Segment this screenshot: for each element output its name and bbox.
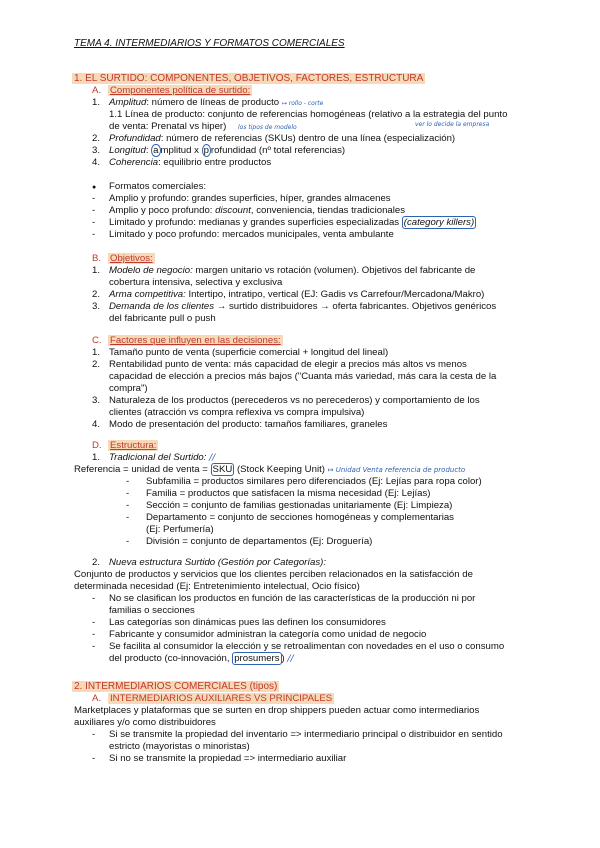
s2-item: - Si se transmite la propiedad del inventario => intermediario principal o distribuidor en sentido (92, 729, 503, 740)
structure-item: - Subfamilia = productos similares pero diferenciados (Ej: Lejías para ropa color) (126, 476, 482, 487)
subsection-d-heading: Estructura: (110, 440, 157, 451)
c-item-2: 2. Rentabilidad punto de venta: más capacidad de elegir a precios más altos vs menos (92, 359, 467, 370)
b-item-3: 3. Demanda de los clientes → surtido distribuidores → oferta fabricantes. Objetivos genéricos (92, 301, 497, 312)
handwritten-mark: // (287, 654, 294, 664)
paragraph: auxiliares y/o como distribuidores (74, 717, 216, 728)
section-2-heading: 2. INTERMEDIARIOS COMERCIALES (tipos) (74, 681, 278, 692)
category-item-cont: familias o secciones (109, 605, 195, 616)
c-item-2-cont: capacidad de elección a precios más bajos ("Cuanta más variedad, más cara la cesta de la (109, 371, 497, 382)
category-item: - Las categorías son dinámicas pues las definen los consumidores (92, 617, 386, 628)
c-item-3: 3. Naturaleza de los productos (perecederos vs no perecederos) y comportamiento de los (92, 395, 480, 406)
formato-item: - Amplio y profundo: grandes superficies, híper, grandes almacenes (92, 193, 391, 204)
subsection-d: D. Estructura: (92, 440, 157, 451)
boxed-term: (category killers) (403, 217, 475, 228)
paragraph: Marketplaces y plataformas que se surten en drop shippers pueden actuar como intermediarios (74, 705, 480, 716)
a-item-3: 3. Longitud: a mplitud x p rofundidad (nº total referencias) (92, 145, 346, 156)
b-item-3-cont: del fabricante pull o push (109, 313, 216, 324)
structure-item: - Departamento = conjunto de secciones homogéneas y complementarias (126, 512, 454, 523)
handwritten-note: ver lo decide la empresa (415, 121, 490, 128)
a-item-1: 1. Amplitud: número de líneas de producto ↦ rollo - corte (92, 97, 324, 108)
c-item-1: 1. Tamaño punto de venta (superficie comercial + longitud del lineal) (92, 347, 389, 358)
s2-subsection-a-heading: INTERMEDIARIOS AUXILIARES VS PRINCIPALES (110, 693, 333, 704)
category-item: - Fabricante y consumidor administran la categoría como unidad de negocio (92, 629, 427, 640)
referencia-line: Referencia = unidad de venta = SKU (Stock Keeping Unit) ↦ Unidad Venta referencia de producto (74, 464, 466, 475)
b-item-1: 1. Modelo de negocio: margen unitario vs rotación (volumen). Objetivos del fabricante de (92, 265, 476, 276)
a-item-1-1: 1.1 Línea de producto: conjunto de referencias homogéneas (relativo a la estrategia del punto (109, 109, 508, 120)
subsection-a (92, 85, 252, 96)
handwritten-note: ↦ Unidad Venta referencia de producto (327, 466, 466, 474)
paragraph: determinada necesidad (Ej: Entretenimiento intelectual, Ocio físico) (74, 581, 360, 592)
structure-item-cont: (Ej: Perfumería) (146, 524, 214, 535)
a-item-4: 4. Coherencia: equilibrio entre productos (92, 157, 272, 168)
circled-letter: p (203, 145, 209, 156)
structure-item: - Sección = conjunto de familias gestionadas unitariamente (Ej: Limpieza) (126, 500, 453, 511)
handwritten-note: ↦ rollo - corte (281, 100, 324, 107)
b-item-2: 2. Arma competitiva: Intertipo, intratipo, vertical (EJ: Gadis vs Carrefour/Mercadona/Makro) (92, 289, 485, 300)
subsection-b: B. Objetivos: (92, 253, 153, 264)
c-item-4: 4. Modo de presentación del producto: tamaños familiares, graneles (92, 419, 388, 430)
formatos-heading-row: ● Formatos comerciales: (92, 181, 207, 192)
category-item: - Se facilita al consumidor la elección y se retroalimentan con novedades en el uso o consumo (92, 641, 505, 652)
a-item-1-1-cont: de venta: Prenatal vs hiper) (109, 121, 227, 132)
s2-subsection-a: A. INTERMEDIARIOS AUXILIARES VS PRINCIPALES (92, 693, 333, 704)
c-item-3-cont: clientes (atracción vs compra reflexiva vs compra impulsiva) (109, 407, 365, 418)
document-title: TEMA 4. INTERMEDIARIOS Y FORMATOS COMERCIALES (74, 38, 345, 49)
boxed-term: SKU (212, 464, 233, 475)
category-item: - No se clasifican los productos en función de las características de la producción ni por (92, 593, 476, 604)
boxed-term: prosumers (234, 653, 280, 664)
structure-item: - Familia = productos que satisfacen la misma necesidad (Ej: Lejías) (126, 488, 431, 499)
subsection-c: C. Factores que influyen en las decisiones: (92, 335, 281, 346)
category-item-cont: del producto (co-innovación, prosumers ) // (109, 653, 294, 664)
circled-letter: a (153, 145, 159, 156)
paragraph: Conjunto de productos y servicios que los clientes perciben relacionados en la satisfacción de (74, 569, 473, 580)
subsection-c-heading: Factores que influyen en las decisiones: (110, 335, 281, 346)
formato-item: - Limitado y profundo: medianas y grandes superficies especializadas (category killers) (92, 217, 475, 228)
formato-item: - Amplio y poco profundo: discount, conveniencia, tiendas tradicionales (92, 205, 406, 216)
bullet-icon: ● (92, 184, 97, 191)
d-item-1: 1. Tradicional del Surtido: // (92, 452, 216, 463)
c-item-2-cont: compra") (109, 383, 148, 394)
formato-item: - Limitado y poco profundo: mercados municipales, venta ambulante (92, 229, 394, 240)
structure-item: - División = conjunto de departamentos (Ej: Droguería) (126, 536, 373, 547)
b-item-1-cont: cobertura intensiva, selectiva y exclusiva (109, 277, 283, 288)
subsection-a-letter: A. (92, 85, 102, 96)
subsection-b-heading: Objetivos: (110, 253, 153, 264)
handwritten-note: los tipos de modelo (238, 124, 297, 131)
subsection-a-heading: Componentes política de surtido: (110, 85, 251, 96)
a-item-2: 2. Profundidad: número de referencias (SKUs) dentro de una línea (especialización) (92, 133, 456, 144)
s2-item-cont: estricto (mayoristas o minoristas) (109, 741, 250, 752)
section-1-heading: 1. EL SURTIDO: COMPONENTES, OBJETIVOS, FACTORES, ESTRUCTURA (74, 73, 424, 84)
amplitud-term: Amplitud (109, 97, 147, 108)
handwritten-mark: // (209, 453, 216, 463)
d-item-2: 2. Nueva estructura Surtido (Gestión por Categorías): (92, 557, 327, 568)
s2-item: - Si no se transmite la propiedad => intermediario auxiliar (92, 753, 347, 764)
